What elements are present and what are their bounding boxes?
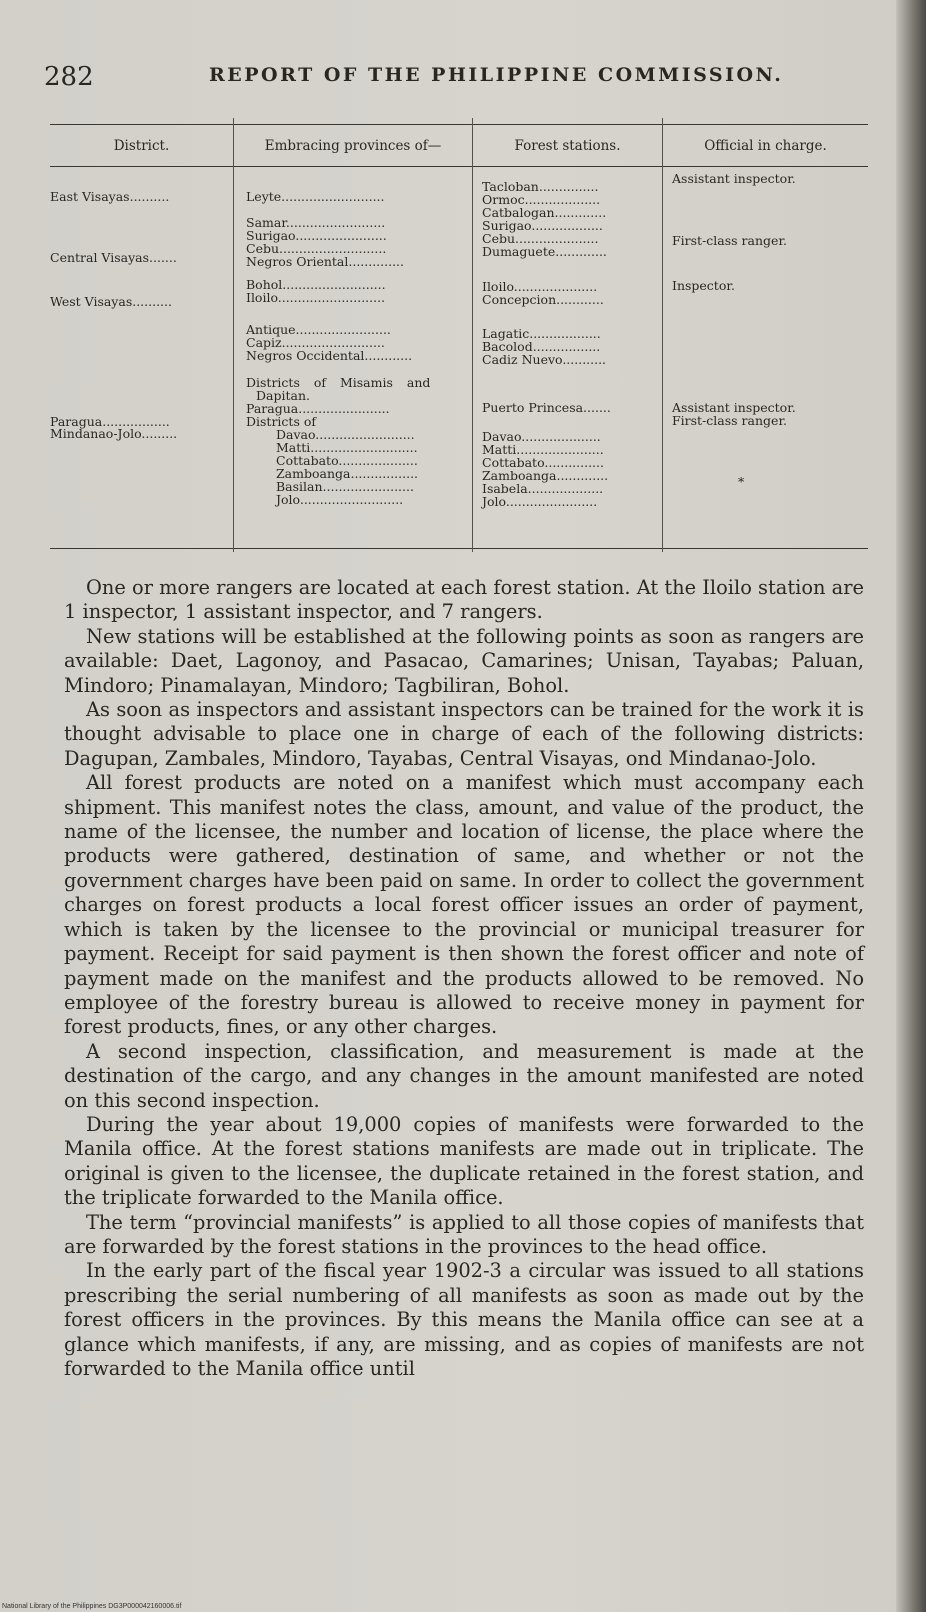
- province-cell: Negros Oriental..............: [246, 254, 404, 269]
- province-cell: Districts of Misamis and: [246, 375, 431, 390]
- station-cell: Jolo.......................: [482, 494, 598, 509]
- column-header-provinces: Embracing provinces of—: [264, 138, 442, 154]
- station-cell: Puerto Princesa.......: [482, 400, 611, 415]
- table-header-rule: [50, 166, 868, 167]
- official-cell: First-class ranger.: [672, 413, 788, 428]
- page-edge-shadow: [896, 0, 926, 1612]
- station-cell: Matti......................: [482, 442, 604, 457]
- province-cell: Basilan.......................: [276, 479, 414, 494]
- paragraph: As soon as inspectors and assistant inspectors can be trained for the work it is thought advisable to place one in charge of each of the following districts: Dagupan, Zambales, Mindoro, Tayabas, Central Visayas, ond Mindanao-Jolo.: [64, 698, 864, 770]
- district-cell: East Visayas..........: [50, 189, 170, 204]
- station-cell: Concepcion............: [482, 292, 604, 307]
- column-divider: [472, 118, 473, 552]
- province-cell: Leyte..........................: [246, 189, 385, 204]
- province-cell: Paragua.......................: [246, 401, 390, 416]
- station-cell: Zamboanga.............: [482, 468, 609, 483]
- province-cell: Samar.........................: [246, 215, 386, 230]
- district-cell: Paragua.................: [50, 414, 170, 429]
- province-cell: Negros Occidental............: [246, 348, 413, 363]
- province-cell: Cebu...........................: [246, 241, 387, 256]
- paragraph: All forest products are noted on a manifest which must accompany each shipment. This manifest notes the class, amount, and value of the product, the name of the licensee, the number and location of license, the place where the products were gathered, destination of same, and whether or not the government charges have been paid on same. In order to collect the government charges on forest products a local forest officer issues an order of payment, which is taken by the licensee to the provincial or municipal treasurer for payment. Receipt for said payment is then shown the forest officer and note of payment made on the manifest and the products allowed to be removed. No employee of the forestry bureau is allowed to receive money in payment for forest products, fines, or any other charges.: [64, 771, 864, 1039]
- station-cell: Dumaguete.............: [482, 244, 607, 259]
- table-top-rule: [50, 124, 868, 125]
- province-cell: Jolo..........................: [276, 492, 404, 507]
- province-cell: Bohol..........................: [246, 277, 386, 292]
- station-cell: Davao....................: [482, 429, 601, 444]
- official-cell: Assistant inspector.: [672, 171, 796, 186]
- station-cell: Cadiz Nuevo...........: [482, 352, 607, 367]
- official-cell: *: [738, 474, 745, 489]
- province-cell: Antique........................: [246, 322, 391, 337]
- body-text: [64, 576, 864, 1381]
- station-cell: Tacloban...............: [482, 179, 599, 194]
- scan-footer: National Library of the Philippines DG3P000042160006.tif: [2, 1603, 182, 1610]
- district-cell: West Visayas..........: [50, 294, 172, 309]
- paragraph: New stations will be established at the following points as soon as rangers are available: Daet, Lagonoy, and Pasacao, Camarines; Unisan, Tayabas; Paluan, Mindoro; Pinamalayan, Mindoro; Tagbiliran, Bohol.: [64, 624, 864, 697]
- station-cell: Cebu.....................: [482, 231, 599, 246]
- column-header-stations: Forest stations.: [514, 138, 621, 154]
- page-number: 282: [44, 62, 94, 92]
- column-header-district: District.: [113, 138, 170, 154]
- province-cell: Dapitan.: [256, 388, 310, 403]
- province-cell: Cottabato....................: [276, 453, 418, 468]
- station-cell: Catbalogan.............: [482, 205, 607, 220]
- station-cell: Surigao..................: [482, 218, 603, 233]
- running-head: REPORT OF THE PHILIPPINE COMMISSION.: [209, 64, 784, 86]
- paragraph: During the year about 19,000 copies of manifests were forwarded to the Manila office. At the forest stations manifests are made out in triplicate. The original is given to the licensee, the duplicate retained in the forest station, and the triplicate forwarded to the Manila office.: [64, 1112, 864, 1210]
- district-cell: Central Visayas.......: [50, 250, 177, 265]
- official-cell: First-class ranger.: [672, 233, 788, 248]
- province-cell: Zamboanga.................: [276, 466, 419, 481]
- province-cell: Matti...........................: [276, 440, 418, 455]
- province-cell: Capiz..........................: [246, 335, 385, 350]
- column-header-official: Official in charge.: [704, 138, 827, 154]
- page-header: [44, 62, 864, 92]
- district-cell: Mindanao-Jolo.........: [50, 426, 178, 441]
- column-divider: [233, 118, 234, 552]
- province-cell: Surigao.......................: [246, 228, 387, 243]
- official-cell: Inspector.: [672, 278, 735, 293]
- station-cell: Iloilo.....................: [482, 279, 598, 294]
- paragraph: The term “provincial manifests” is applied to all those copies of manifests that are forwarded by the forest stations in the provinces to the head office.: [64, 1210, 864, 1258]
- column-divider: [662, 118, 663, 552]
- station-cell: Isabela...................: [482, 481, 604, 496]
- province-cell: Iloilo...........................: [246, 290, 386, 305]
- table-bottom-rule: [50, 548, 868, 549]
- official-cell: Assistant inspector.: [672, 400, 796, 415]
- station-cell: Cottabato...............: [482, 455, 604, 470]
- forest-stations-table: [50, 118, 868, 552]
- station-cell: Lagatic..................: [482, 326, 601, 341]
- paragraph: One or more rangers are located at each forest station. At the Iloilo station are 1 inspector, 1 assistant inspector, and 7 rangers.: [64, 576, 864, 624]
- paragraph: A second inspection, classification, and measurement is made at the destination of the cargo, and any changes in the amount manifested are noted on this second inspection.: [64, 1039, 864, 1112]
- province-cell: Davao.........................: [276, 427, 415, 442]
- station-cell: Ormoc...................: [482, 192, 601, 207]
- station-cell: Bacolod.................: [482, 339, 601, 354]
- paragraph: In the early part of the fiscal year 1902-3 a circular was issued to all stations prescribing the serial numbering of all manifests as soon as made out by the forest officers in the provinces. By this means the Manila office can see at a glance which manifests, if any, are missing, and as copies of manifests are not forwarded to the Manila office until: [64, 1259, 864, 1380]
- province-cell: Districts of: [246, 414, 316, 429]
